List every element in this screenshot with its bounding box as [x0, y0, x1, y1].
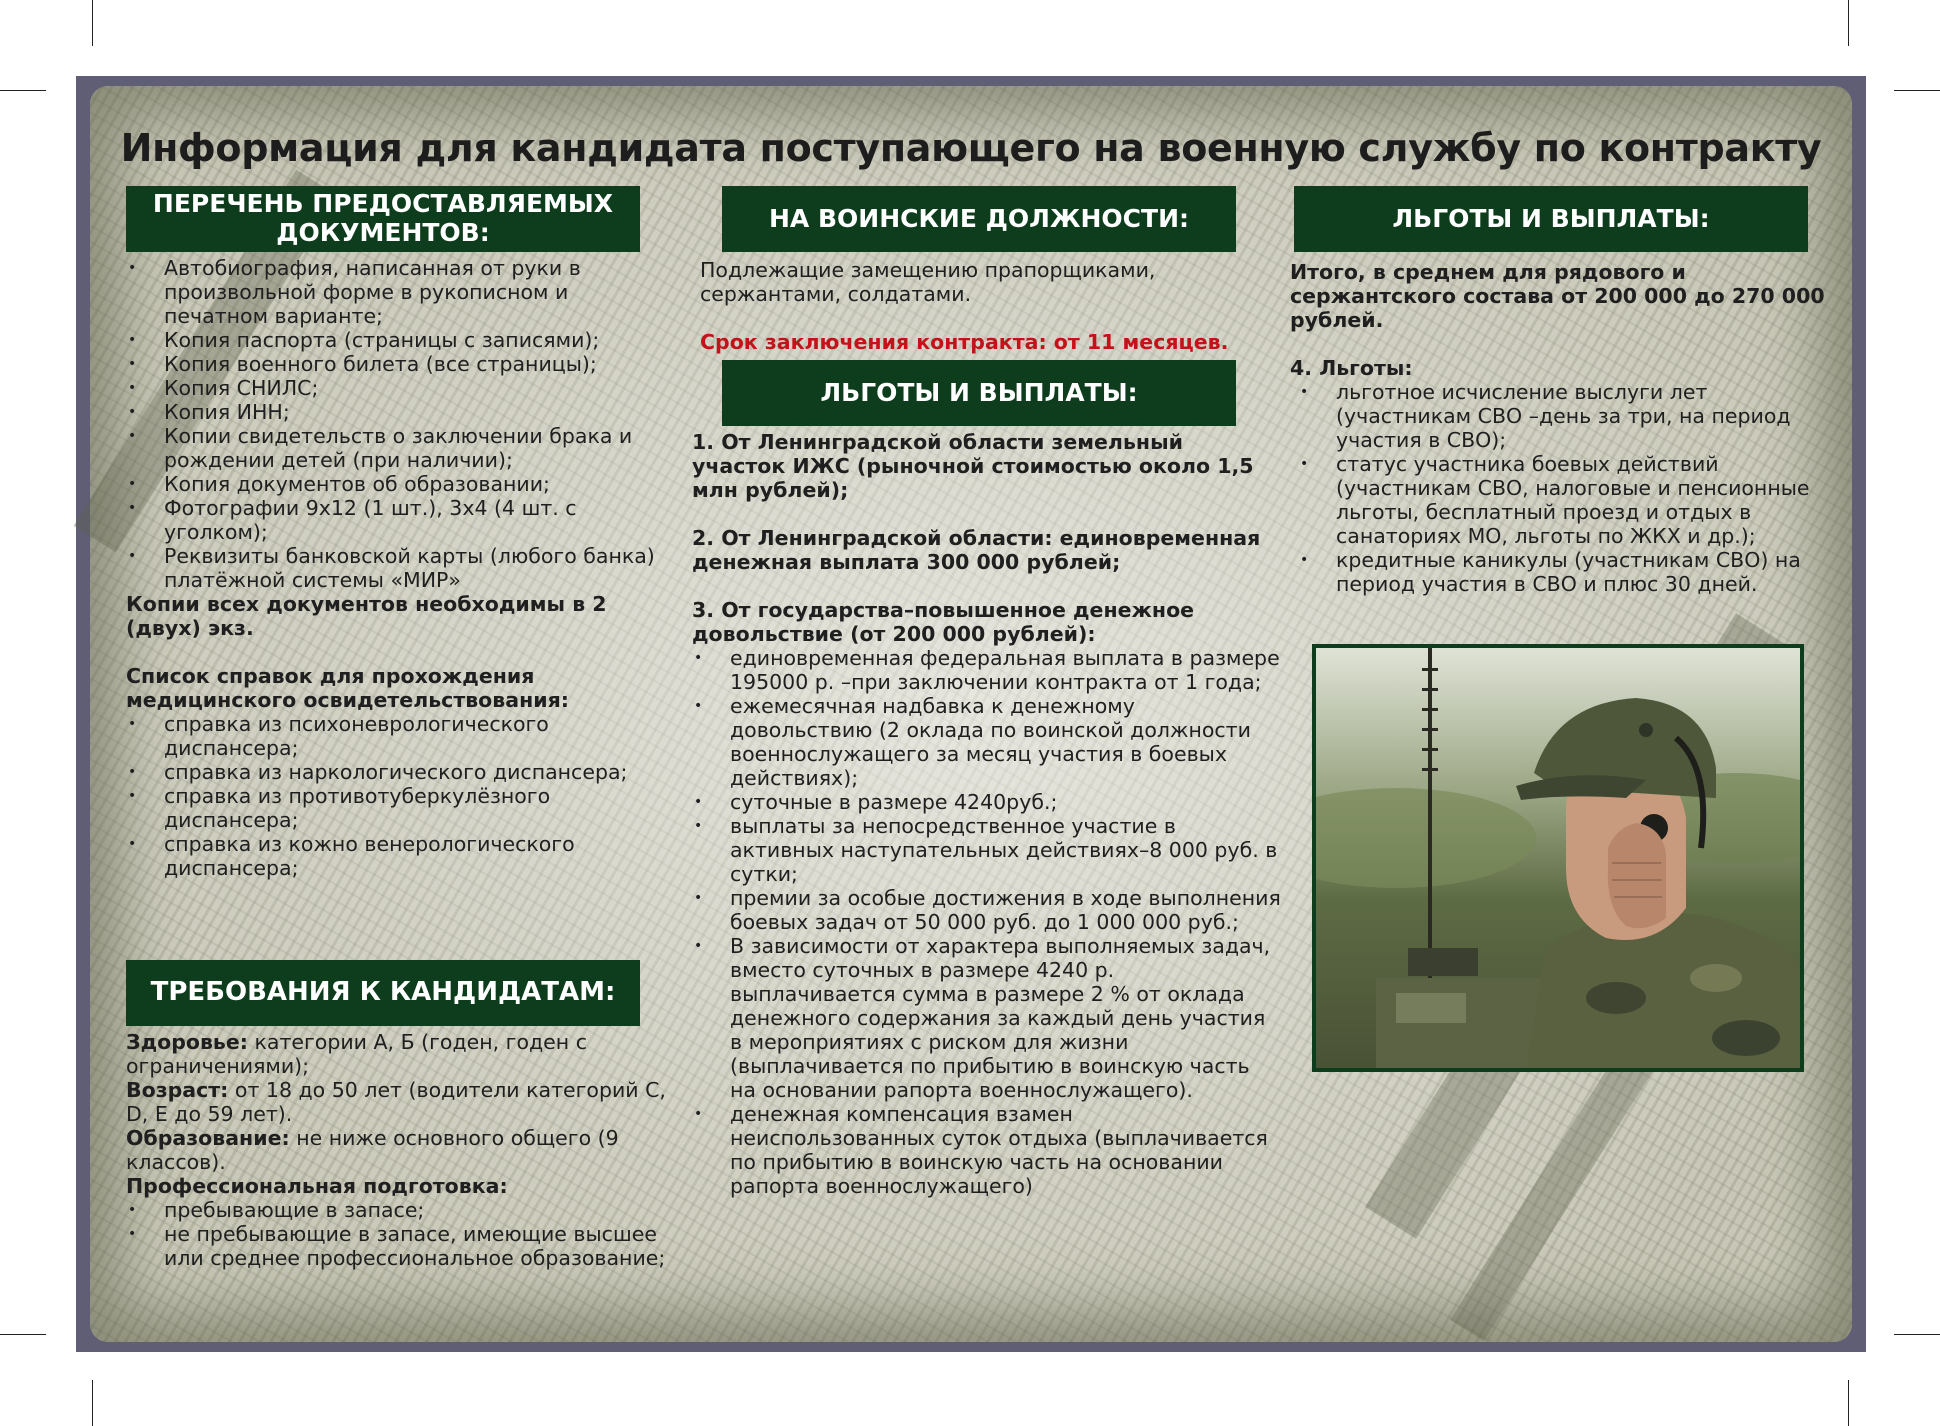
- crop-mark: [1894, 90, 1940, 91]
- benefits-list: [1290, 380, 1830, 596]
- page-title: Информация для кандидата поступающего на военную службу по контракту: [120, 126, 1822, 170]
- payments-list: [692, 646, 1282, 1198]
- list-item: • выплаты за непосредственное участие в активных наступательных действиях–8 000 руб. в сутки;: [692, 814, 1282, 886]
- list-item: • ежемесячная надбавка к денежному довольствию (2 оклада по воинской должности военнослужащего за месяц участия в боевых действиях);: [692, 694, 1282, 790]
- positions-text: Подлежащие замещению прапорщиками, сержантами, солдатами.: [700, 258, 1156, 306]
- benefit-item-1: 1. От Ленинградской области земельный участок ИЖС (рыночной стоимостью около 1,5 млн рублей);: [692, 430, 1254, 502]
- list-item: • В зависимости от характера выполняемых задач, вместо суточных в размере 4240 р. выплачивается сумма в размере 2 % от оклада денежного содержания за каждый день участия в мероприятиях с риском для жизни (выплачивается по прибытию в воинскую часть на основании рапорта военнослужащего).: [692, 934, 1282, 1102]
- documents-banner: ПЕРЕЧЕНЬ ПРЕДОСТАВЛЯЕМЫХ ДОКУМЕНТОВ:: [126, 186, 640, 252]
- documents-list: [126, 256, 666, 592]
- soldier-illustration: [1316, 648, 1800, 1068]
- list-item: • Копия паспорта (страницы с записями);: [126, 328, 666, 352]
- requirements-banner: ТРЕБОВАНИЯ К КАНДИДАТАМ:: [126, 960, 640, 1026]
- list-item: • кредитные каникулы (участникам СВО) на период участия в СВО и плюс 30 дней.: [1298, 548, 1830, 596]
- list-item: • льготное исчисление выслуги лет (участникам СВО –день за три, на период участия в СВО);: [1298, 380, 1830, 452]
- documents-column: [126, 256, 666, 880]
- benefit-item-3: 3. От государства–повышенное денежное довольствие (от 200 000 рублей):: [692, 598, 1195, 646]
- health-text: категории А, Б (годен, годен с ограничениями);: [126, 1030, 587, 1078]
- contract-term: Срок заключения контракта: от 11 месяцев.: [700, 330, 1229, 354]
- list-item: • Копия ИНН;: [126, 400, 666, 424]
- crop-mark: [1848, 1380, 1849, 1426]
- list-item: • не пребывающие в запасе, имеющие высшее или среднее профессиональное образование;: [126, 1222, 686, 1270]
- training-label: Профессиональная подготовка:: [126, 1174, 508, 1198]
- benefit-item-2: 2. От Ленинградской области: единовременная денежная выплата 300 000 рублей;: [692, 526, 1261, 574]
- list-item: • Копия СНИЛС;: [126, 376, 666, 400]
- crop-mark: [0, 90, 46, 91]
- training-list: [126, 1198, 686, 1270]
- education-label: Образование:: [126, 1126, 290, 1150]
- list-item: • справка из наркологического диспансера;: [126, 760, 666, 784]
- list-item: • Копия военного билета (все страницы);: [126, 352, 666, 376]
- crop-mark: [92, 1380, 93, 1426]
- payments-column: [692, 430, 1282, 1198]
- list-item: • Фотографии 9х12 (1 шт.), 3х4 (4 шт. с уголком);: [126, 496, 666, 544]
- list-item: • Реквизиты банковской карты (любого банка) платёжной системы «МИР»: [126, 544, 666, 592]
- list-item: • справка из кожно венерологического диспансера;: [126, 832, 666, 880]
- health-line: [126, 1030, 686, 1078]
- age-line: [126, 1078, 686, 1126]
- education-text: не ниже основного общего (9 классов).: [126, 1126, 619, 1174]
- list-item: • справка из противотуберкулёзного диспансера;: [126, 784, 666, 832]
- benefits-banner: ЛЬГОТЫ И ВЫПЛАТЫ:: [722, 360, 1236, 426]
- health-label: Здоровье:: [126, 1030, 248, 1054]
- benefits-column: [1290, 260, 1830, 596]
- crop-mark: [1894, 1334, 1940, 1335]
- medical-list: [126, 712, 666, 880]
- education-line: [126, 1126, 686, 1174]
- crop-mark: [1848, 0, 1849, 46]
- requirements-column: [126, 1030, 686, 1270]
- copies-note: Копии всех документов необходимы в 2 (двух) экз.: [126, 592, 607, 640]
- age-label: Возраст:: [126, 1078, 229, 1102]
- crop-mark: [0, 1334, 46, 1335]
- list-item: • Автобиография, написанная от руки в произвольной форме в рукописном и печатном варианте;: [126, 256, 666, 328]
- positions-column: [692, 258, 1282, 354]
- total-text: Итого, в среднем для рядового и сержантского состава от 200 000 до 270 000 рублей.: [1290, 260, 1825, 332]
- list-item: • единовременная федеральная выплата в размере 195000 р. –при заключении контракта от 1 года;: [692, 646, 1282, 694]
- benefits-heading: 4. Льготы:: [1290, 356, 1413, 380]
- soldier-photo: [1312, 644, 1804, 1072]
- list-item: • премии за особые достижения в ходе выполнения боевых задач от 50 000 руб. до 1 000 000 руб.;: [692, 886, 1282, 934]
- age-text: от 18 до 50 лет (водители категорий С, D, Е до 59 лет).: [126, 1078, 666, 1126]
- medical-heading: Список справок для прохождения медицинского освидетельствования:: [126, 664, 569, 712]
- list-item: • статус участника боевых действий (участникам СВО, налоговые и пенсионные льготы, бесплатный проезд и отдых в санаториях МО, льготы по ЖКХ и др.);: [1298, 452, 1830, 548]
- positions-banner: НА ВОИНСКИЕ ДОЛЖНОСТИ:: [722, 186, 1236, 252]
- list-item: • Копии свидетельств о заключении брака и рождении детей (при наличии);: [126, 424, 666, 472]
- list-item: • денежная компенсация взамен неиспользованных суток отдыха (выплачивается по прибытию в воинскую часть на основании рапорта военнослужащего): [692, 1102, 1282, 1198]
- list-item: • Копия документов об образовании;: [126, 472, 666, 496]
- poster: [76, 76, 1866, 1352]
- benefits-banner-2: ЛЬГОТЫ И ВЫПЛАТЫ:: [1294, 186, 1808, 252]
- crop-mark: [92, 0, 93, 46]
- list-item: • пребывающие в запасе;: [126, 1198, 686, 1222]
- list-item: • суточные в размере 4240руб.;: [692, 790, 1282, 814]
- list-item: • справка из психоневрологического диспансера;: [126, 712, 666, 760]
